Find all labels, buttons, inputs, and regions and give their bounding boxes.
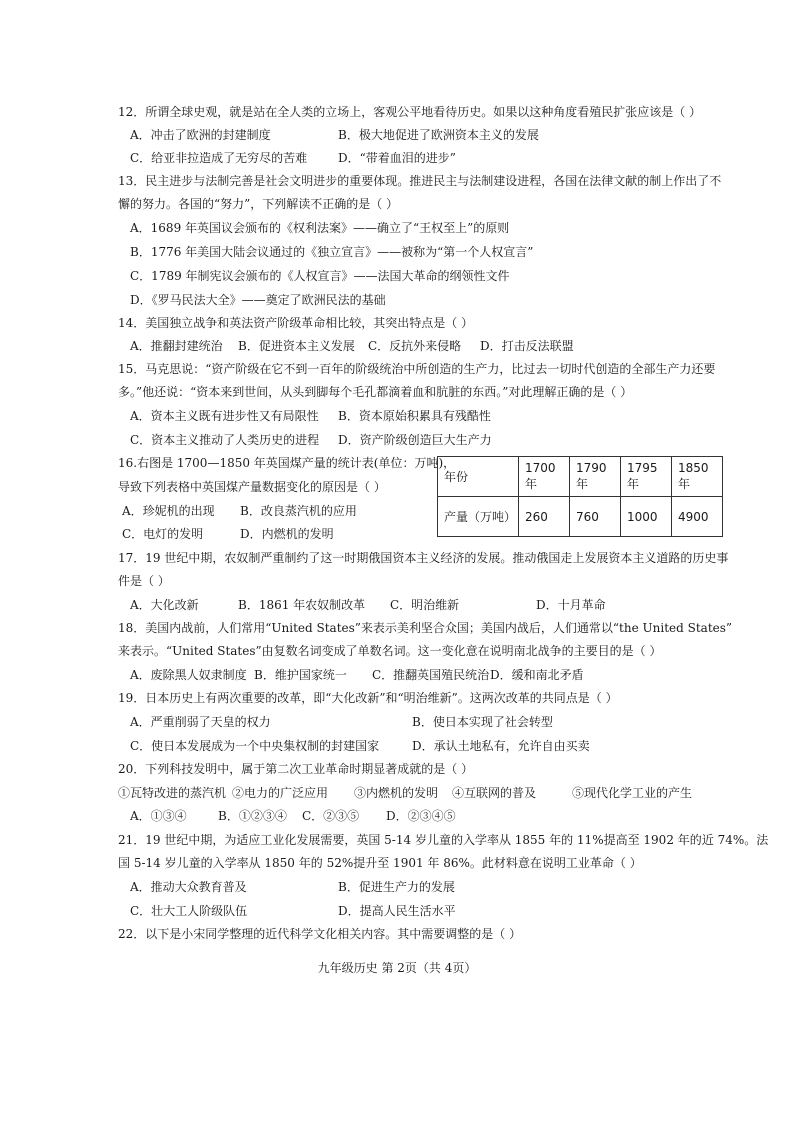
q20-option-c: C．②③⑤ <box>302 809 360 823</box>
q13-option-b: B．1776 年美国大陆会议通过的《独立宣言》——被称为“第一个人权宣言” <box>130 245 534 259</box>
q13-stem-line2: 懈的努力。各国的“努力”，下列解读不正确的是（ ） <box>118 197 399 211</box>
q20-stem: 20．下列科技发明中，属于第二次工业革命时期显著成就的是（ ） <box>118 762 474 776</box>
q15-option-d: D．资产阶级创造巨大生产力 <box>338 433 492 447</box>
q21-option-d: D．提高人民生活水平 <box>338 904 456 918</box>
q19-option-d: D．承认土地私有，允许自由买卖 <box>412 739 590 753</box>
table-cell: 1700 年 <box>519 457 570 497</box>
q15-option-b: B．资本原始积累具有残酷性 <box>338 409 491 423</box>
q20-item-1: ①瓦特改进的蒸汽机 <box>118 786 227 800</box>
q21-option-b: B．促进生产力的发展 <box>338 880 455 894</box>
coal-output-table <box>437 456 723 537</box>
q15-stem-line2: 多。”他还说：“资本来到世间，从头到脚每个毛孔都滴着血和肮脏的东西。”对此理解正确的是（ ） <box>118 385 633 399</box>
q17-option-d: D．十月革命 <box>536 598 606 612</box>
table-cell: 1000 <box>621 497 672 537</box>
table-header-year: 年份 <box>438 457 519 497</box>
table-cell: 260 <box>519 497 570 537</box>
q12-stem: 12．所谓全球史观，就是站在全人类的立场上，客观公平地看待历史。如果以这种角度看殖民扩张应该是（ ） <box>118 105 702 119</box>
q14-option-c: C．反抗外来侵略 <box>368 339 462 353</box>
q21-stem-line2: 国 5-14 岁儿童的入学率从 1850 年的 52%提升至 1901 年 86%。此材料意在说明工业革命（ ） <box>118 856 642 870</box>
q16-option-a: A．珍妮机的出现 <box>122 504 215 518</box>
q14-option-b: B．促进资本主义发展 <box>238 339 355 353</box>
q17-stem-line1: 17．19 世纪中期，农奴制严重制约了这一时期俄国资本主义经济的发展。推动俄国走上发展资本主义道路的历史事 <box>118 551 729 565</box>
q18-option-c: C．推翻英国殖民统治 <box>372 668 490 682</box>
q12-option-b: B．极大地促进了欧洲资本主义的发展 <box>338 128 539 142</box>
q20-item-5: ⑤现代化学工业的产生 <box>572 786 693 800</box>
q16-stem-line2: 导致下列表格中英国煤产量数据变化的原因是（ ） <box>118 480 386 494</box>
q18-option-a: A．废除黑人奴隶制度 <box>130 668 247 682</box>
q20-item-3: ③内燃机的发明 <box>354 786 439 800</box>
q12-option-d: D．“带着血泪的进步” <box>338 151 456 165</box>
q13-option-d: D．《罗马民法大全》——奠定了欧洲民法的基础 <box>130 293 386 307</box>
table-cell: 1850 年 <box>672 457 723 497</box>
q15-option-a: A．资本主义既有进步性又有局限性 <box>130 409 319 423</box>
q15-option-c: C．资本主义推动了人类历史的进程 <box>130 433 320 447</box>
q14-option-a: A．推翻封建统治 <box>130 339 223 353</box>
q17-option-c: C．明治维新 <box>390 598 460 612</box>
q18-stem-line2: 来表示。“United States”由复数名词变成了单数名词。这一变化意在说明南北战争的主要目的是（ ） <box>118 644 662 658</box>
q20-option-d: D．②③④⑤ <box>386 809 456 823</box>
table-row <box>438 457 723 497</box>
table-cell: 1790 年 <box>570 457 621 497</box>
page-footer: 九年级历史 第 2页（共 4页） <box>317 961 477 975</box>
q18-option-d: D．缓和南北矛盾 <box>490 668 584 682</box>
q15-stem-line1: 15．马克思说：“资产阶级在它不到一百年的阶级统治中所创造的生产力，比过去一切时代创造的全部生产力还要 <box>118 362 716 376</box>
q17-option-a: A．大化改新 <box>130 598 199 612</box>
q20-item-4: ④互联网的普及 <box>452 786 537 800</box>
q21-option-c: C．壮大工人阶级队伍 <box>130 904 248 918</box>
table-cell: 1795 年 <box>621 457 672 497</box>
table-header-output: 产量（万吨） <box>438 497 519 537</box>
q13-option-c: C．1789 年制宪议会颁布的《人权宣言》——法国大革命的纲领性文件 <box>130 269 510 283</box>
q14-stem: 14．美国独立战争和英法资产阶级革命相比较，其突出特点是（ ） <box>118 316 474 330</box>
q21-option-a: A．推动大众教育普及 <box>130 880 247 894</box>
q16-option-d: D．内燃机的发明 <box>240 527 334 541</box>
q20-option-a: A．①③④ <box>130 809 187 823</box>
q16-option-b: B．改良蒸汽机的应用 <box>240 504 357 518</box>
q19-option-c: C．使日本发展成为一个中央集权制的封建国家 <box>130 739 380 753</box>
q19-option-b: B．使日本实现了社会转型 <box>412 715 553 729</box>
q17-stem-line2: 件是（ ） <box>118 574 170 588</box>
q19-option-a: A．严重削弱了天皇的权力 <box>130 715 271 729</box>
table-cell: 4900 <box>672 497 723 537</box>
q18-option-b: B．维护国家统一 <box>254 668 347 682</box>
q16-option-c: C．电灯的发明 <box>122 527 204 541</box>
q14-option-d: D．打击反法联盟 <box>480 339 574 353</box>
q13-option-a: A．1689 年英国议会颁布的《权利法案》——确立了“王权至上”的原则 <box>130 221 510 235</box>
q17-option-b: B．1861 年农奴制改革 <box>238 598 366 612</box>
q18-stem-line1: 18．美国内战前，人们常用“United States”来表示美利坚合众国；美国内战后，人们通常以“the United States” <box>118 621 733 635</box>
q19-stem: 19．日本历史上有两次重要的改革，即“大化改新”和“明治维新”。这两次改革的共同点是（ ） <box>118 691 618 705</box>
q20-item-2: ②电力的广泛应用 <box>232 786 329 800</box>
q13-stem-line1: 13．民主进步与法制完善是社会文明进步的重要体现。推进民主与法制建设进程，各国在法律文献的制上作出了不 <box>118 174 722 188</box>
q12-option-c: C．给亚非拉造成了无穷尽的苦难 <box>130 151 308 165</box>
q20-option-b: B．①②③④ <box>218 809 287 823</box>
table-cell: 760 <box>570 497 621 537</box>
q21-stem-line1: 21．19 世纪中期，为适应工业化发展需要，英国 5-14 岁儿童的入学率从 1855 年的 11%提高至 1902 年的近 74%。法 <box>118 833 769 847</box>
q22-stem: 22．以下是小宋同学整理的近代科学文化相关内容。其中需要调整的是（ ） <box>118 927 522 941</box>
table-row <box>438 497 723 537</box>
q16-stem-line1: 16.右图是 1700—1850 年英国煤产量的统计表(单位：万吨)， <box>118 456 456 470</box>
q12-option-a: A．冲击了欧洲的封建制度 <box>130 128 271 142</box>
